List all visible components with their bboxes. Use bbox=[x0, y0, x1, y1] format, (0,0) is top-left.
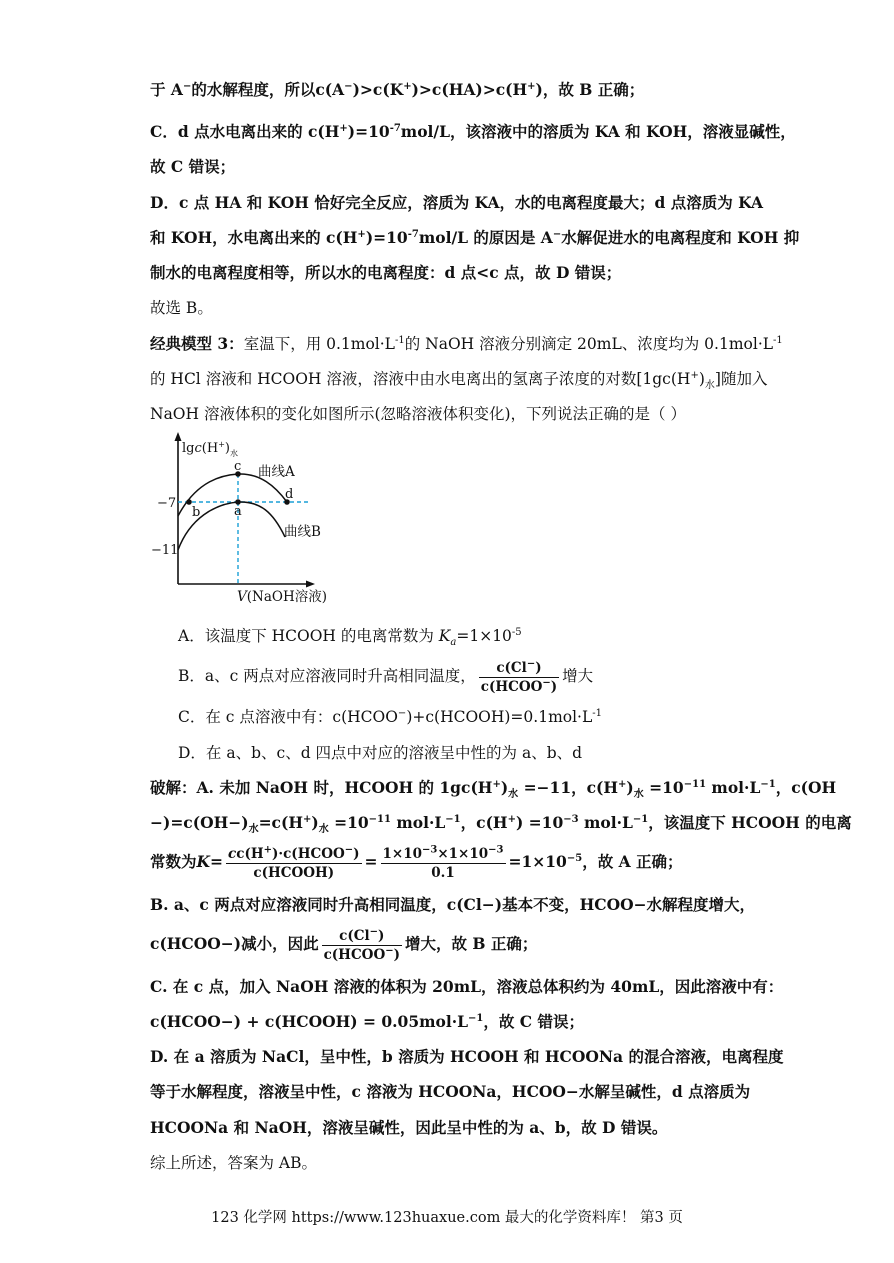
page-footer: 123 化学网 https://www.123huaxue.com 最大的化学资料库！ 第3 页 bbox=[211, 1210, 683, 1226]
point-label-d: d bbox=[285, 487, 294, 502]
titration-graph bbox=[145, 430, 335, 610]
solution-line: C. 在 c 点，加入 NaOH 溶液的体积为 20mL，溶液总体积约为 40mL，因此溶液中有： bbox=[150, 977, 784, 996]
question-line: NaOH 溶液体积的变化如图所示(忽略溶液体积变化)，下列说法正确的是（ ） bbox=[150, 405, 686, 423]
y-axis-arrow bbox=[175, 432, 182, 441]
solution-line: c(HCOO−) + c(HCOOH) = $0.05mol\cdot L^{-1}$，故 C 错误； bbox=[150, 1012, 585, 1031]
fraction-cl-hcoo: $\frac{c(Cl^-)}{c(HCOO^-)}$ bbox=[480, 658, 558, 695]
solution-line: HCOONa 和 NaOH，溶液呈碱性，因此呈中性的为 a、b，故 D 错误。 bbox=[150, 1118, 668, 1137]
solution-line: c(HCOO−)减小，因此 $\frac{c(Cl^-)}{c(HCOO^-)}$ 增大，故 B 正确； bbox=[150, 926, 538, 963]
text-line: 故选 B。 bbox=[150, 299, 213, 317]
solution-line: $-)=c(OH-)_水=c(H^+)_水 =10^{-11}$ $mol\cdot L^{-1}$，$c(H^+) =10^{-3}$ $mol\cdot L^{-1}$，该温度下 HCOOH 的电离 bbox=[150, 813, 852, 836]
fraction-ka-value: $\frac{1\times 10^{-3}\times 1\times 10^{-3}}{0.1}$ bbox=[382, 844, 504, 881]
solution-line: 破解：A. 未加 NaOH 时，HCOOH 的 $1gc(H^+)_水 =-11$，$c(H^+)_水 =10^{-11}$ $mol\cdot L^{-1}$，c(OH bbox=[150, 778, 837, 801]
point-label-b: b bbox=[192, 505, 201, 520]
tick-label-minus11: −11 bbox=[151, 543, 179, 558]
tick-label-minus7: −7 bbox=[157, 496, 177, 511]
fraction-ka-expression: $\frac{cc(H^+)\cdot c(HCOO^-)}{\text{c(HCOOH)}}$ bbox=[228, 844, 360, 881]
question-line: 的 HCl 溶液和 HCOOH 溶液，溶液中由水电离出的氢离子浓度的对数$[1gc(H^+)_水]$随加入 bbox=[150, 369, 768, 392]
text-line: 故 C 错误； bbox=[150, 157, 236, 176]
y-axis-label: $\lg c(H^+)_水$ bbox=[182, 440, 238, 458]
text-line: C．d 点水电离出来的 $c(H^+)=10^{-7}mol/L$，该溶液中的溶质为 KA 和 KOH，溶液显碱性， bbox=[150, 122, 796, 141]
curve-a-label: 曲线A bbox=[258, 464, 295, 480]
solution-line: 常数为K= $\frac{cc(H^+)\cdot c(HCOO^-)}{\text{c(HCOOH)}}$ = $\frac{1\times 10^{-3}\times 1\times 10^{-3}}{0.1}$ $=1\times 10^{-5}$，故 A 正确； bbox=[150, 844, 683, 881]
solution-line: 等于水解程度，溶液呈中性，c 溶液为 HCOONa，HCOO−水解呈碱性，d 点溶质为 bbox=[150, 1082, 751, 1101]
solution-line: B. a、c 两点对应溶液同时升高相同温度，c(Cl−)基本不变，HCOO−水解程度增大， bbox=[150, 895, 756, 914]
x-axis-label: V(NaOH溶液) bbox=[237, 589, 327, 605]
x-axis-arrow bbox=[306, 581, 315, 588]
point-label-a: a bbox=[234, 504, 242, 519]
option-b: B．a、c 两点对应溶液同时升高相同温度， $\frac{c(Cl^-)}{c(HCOO^-)}$ 增大 bbox=[178, 658, 594, 695]
conclusion-line: 综上所述，答案为 AB。 bbox=[150, 1154, 318, 1172]
option-d: D．在 a、b、c、d 四点中对应的溶液呈中性的为 a、b、d bbox=[178, 744, 583, 762]
solution-line: D. 在 a 溶质为 NaCl，呈中性，b 溶质为 HCOOH 和 HCOONa 的混合溶液，电离程度 bbox=[150, 1047, 784, 1066]
point-b bbox=[186, 499, 192, 505]
text-line: 和 KOH，水电离出来的 $c(H^+)=10^{-7}mol/L$ 的原因是 A−水解促进水的电离程度和 KOH 抑 bbox=[150, 228, 800, 247]
option-a: A．该温度下 HCOOH 的电离常数为 $K_a=1\times 10^{-5}$ bbox=[178, 626, 522, 649]
fraction-cl-hcoo-2: $\frac{c(Cl^-)}{c(HCOO^-)}$ bbox=[323, 926, 400, 963]
point-label-c: c bbox=[234, 459, 242, 474]
text-line: 制水的电离程度相等，所以水的电离程度：d 点<c 点，故 D 错误； bbox=[150, 263, 622, 282]
text-line: 于 A−的水解程度，所以c(A−)>c(K+)>c(HA)>c(H+)，故 B 正确； bbox=[150, 80, 645, 99]
text-line: D．c 点 HA 和 KOH 恰好完全反应，溶质为 KA，水的电离程度最大；d 点溶质为 KA bbox=[150, 193, 764, 212]
curve-b-label: 曲线B bbox=[284, 524, 321, 540]
option-c: C．在 c 点溶液中有：$c(HCOO^-)+c(HCOOH)=0.1mol\cdot L^{-1}$ bbox=[178, 707, 603, 726]
question-line: 经典模型 3：室温下，用 $0.1mol\cdot L^{-1}$的 NaOH 溶液分别滴定 20mL、浓度均为 $0.1mol\cdot L^{-1}$ bbox=[150, 334, 783, 353]
